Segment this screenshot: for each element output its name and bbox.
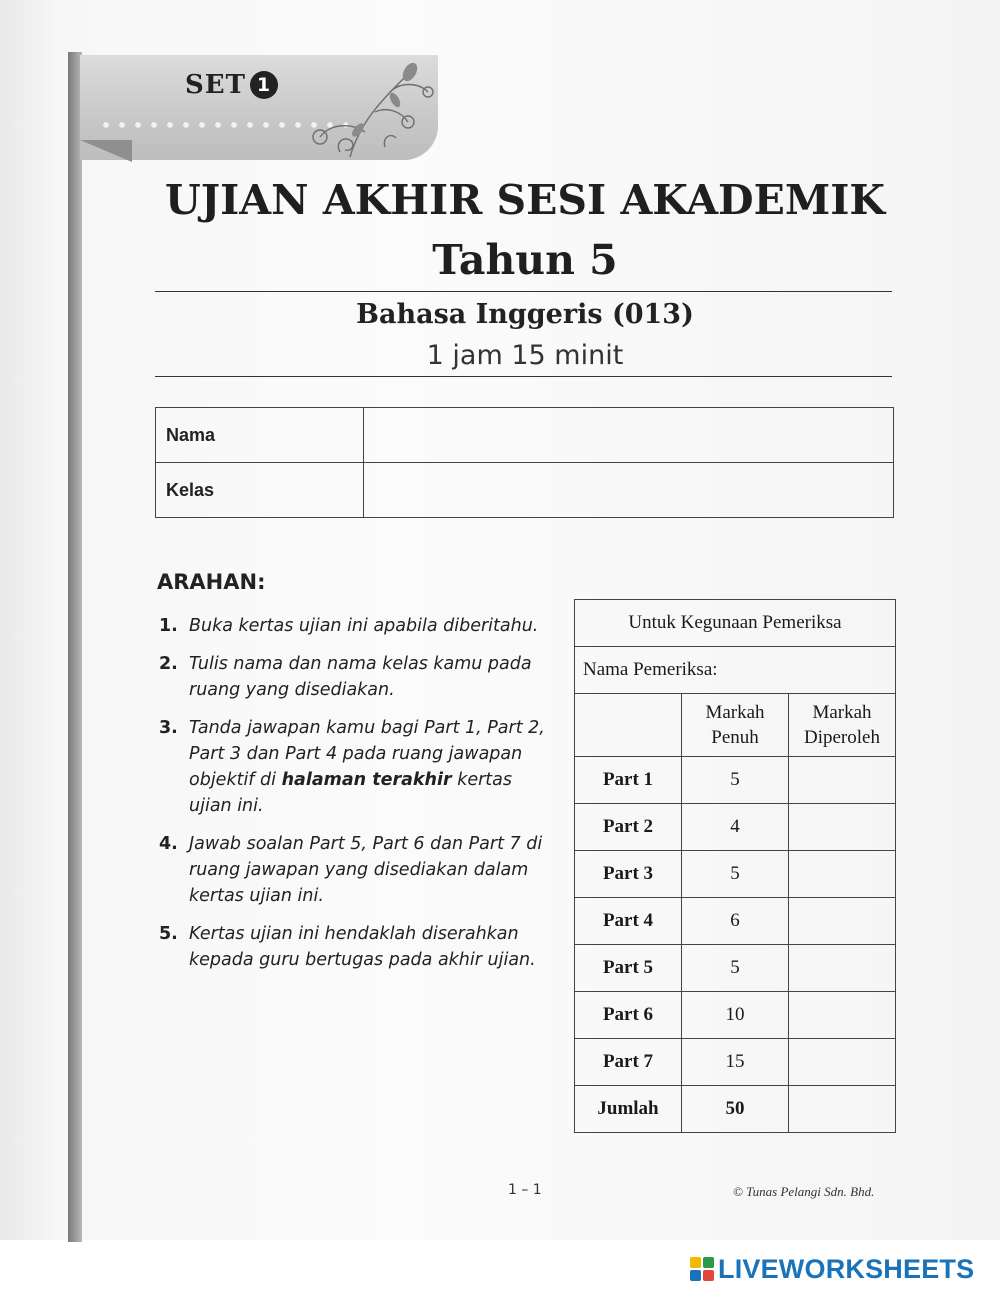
part-label: Part 4 bbox=[575, 898, 682, 945]
table-row bbox=[575, 804, 896, 851]
examiner-table-title: Untuk Kegunaan Pemeriksa bbox=[575, 600, 896, 647]
table-row bbox=[575, 992, 896, 1039]
item-text: kertas ujian ini. bbox=[189, 770, 513, 816]
part-label: Part 7 bbox=[575, 1039, 682, 1086]
instructions-heading: ARAHAN: bbox=[157, 570, 266, 594]
full-marks-cell: 5 bbox=[682, 757, 789, 804]
part-label: Part 1 bbox=[575, 757, 682, 804]
watermark-text: LIVEWORKSHEETS bbox=[718, 1253, 975, 1284]
obtained-marks-cell[interactable] bbox=[789, 757, 896, 804]
obtained-marks-cell[interactable] bbox=[789, 1039, 896, 1086]
empty-header-cell bbox=[575, 694, 682, 757]
item-text: Kertas ujian ini hendaklah diserahkan kepada guru bertugas pada akhir ujian. bbox=[189, 924, 536, 970]
set-number-badge: 1 bbox=[250, 71, 278, 99]
full-marks-cell: 15 bbox=[682, 1039, 789, 1086]
page-number: 1 – 1 bbox=[508, 1182, 542, 1198]
full-marks-cell: 4 bbox=[682, 804, 789, 851]
table-row bbox=[575, 694, 896, 757]
list-item bbox=[155, 921, 550, 973]
divider-top bbox=[155, 291, 892, 292]
list-item bbox=[155, 613, 550, 639]
exam-duration: 1 jam 15 minit bbox=[426, 340, 624, 371]
examiner-name-label[interactable]: Nama Pemeriksa: bbox=[575, 647, 896, 694]
obtained-marks-cell[interactable] bbox=[789, 945, 896, 992]
full-marks-cell: 10 bbox=[682, 992, 789, 1039]
item-number: 2. bbox=[159, 654, 178, 674]
name-field[interactable] bbox=[364, 408, 894, 463]
obtained-marks-cell[interactable] bbox=[789, 804, 896, 851]
part-label: Part 6 bbox=[575, 992, 682, 1039]
obtained-marks-header: Markah Diperoleh bbox=[789, 694, 896, 757]
table-row bbox=[575, 851, 896, 898]
item-text: Tanda jawapan kamu bagi Part 1, Part 2, Part 3 dan Part 4 pada ruang jawapan objektif di bbox=[189, 718, 545, 790]
instructions-list bbox=[155, 613, 550, 985]
item-text-bold: halaman terakhir bbox=[281, 770, 452, 790]
full-marks-cell: 6 bbox=[682, 898, 789, 945]
part-label: Part 5 bbox=[575, 945, 682, 992]
item-number: 1. bbox=[159, 616, 178, 636]
total-full-marks: 50 bbox=[682, 1086, 789, 1133]
item-text: Buka kertas ujian ini apabila diberitahu. bbox=[189, 616, 539, 636]
item-number: 5. bbox=[159, 924, 178, 944]
student-info-table bbox=[155, 407, 894, 518]
exam-title: UJIAN AKHIR SESI AKADEMIK bbox=[164, 176, 886, 224]
obtained-marks-cell[interactable] bbox=[789, 851, 896, 898]
total-obtained-marks[interactable] bbox=[789, 1086, 896, 1133]
table-row bbox=[575, 1039, 896, 1086]
exam-year: Tahun 5 bbox=[432, 236, 618, 284]
table-row bbox=[156, 463, 894, 518]
list-item bbox=[155, 715, 550, 819]
part-label: Part 3 bbox=[575, 851, 682, 898]
table-row bbox=[575, 647, 896, 694]
table-row bbox=[575, 757, 896, 804]
liveworksheets-watermark bbox=[690, 1253, 975, 1284]
table-row bbox=[156, 408, 894, 463]
table-row bbox=[575, 1086, 896, 1133]
examiner-table bbox=[574, 599, 896, 1133]
set-label-text: SET bbox=[185, 70, 246, 100]
exam-subject: Bahasa Inggeris (013) bbox=[356, 299, 694, 330]
item-number: 3. bbox=[159, 718, 178, 738]
liveworksheets-logo-icon bbox=[690, 1257, 714, 1281]
set-label bbox=[185, 70, 278, 100]
full-marks-header: Markah Penuh bbox=[682, 694, 789, 757]
item-text: Tulis nama dan nama kelas kamu pada ruang yang disediakan. bbox=[189, 654, 532, 700]
item-text: Jawab soalan Part 5, Part 6 dan Part 7 di ruang jawapan yang disediakan dalam kertas ujian ini. bbox=[189, 834, 543, 906]
item-number: 4. bbox=[159, 834, 178, 854]
table-row bbox=[575, 600, 896, 647]
binding-spine bbox=[68, 52, 82, 1242]
part-label: Part 2 bbox=[575, 804, 682, 851]
divider-bottom bbox=[155, 376, 892, 377]
floral-decoration bbox=[290, 52, 440, 160]
class-field[interactable] bbox=[364, 463, 894, 518]
table-row bbox=[575, 898, 896, 945]
name-label: Nama bbox=[156, 408, 364, 463]
copyright-notice: © Tunas Pelangi Sdn. Bhd. bbox=[733, 1184, 875, 1199]
full-marks-cell: 5 bbox=[682, 945, 789, 992]
class-label: Kelas bbox=[156, 463, 364, 518]
list-item bbox=[155, 651, 550, 703]
table-row bbox=[575, 945, 896, 992]
total-label: Jumlah bbox=[575, 1086, 682, 1133]
obtained-marks-cell[interactable] bbox=[789, 992, 896, 1039]
obtained-marks-cell[interactable] bbox=[789, 898, 896, 945]
list-item bbox=[155, 831, 550, 909]
full-marks-cell: 5 bbox=[682, 851, 789, 898]
